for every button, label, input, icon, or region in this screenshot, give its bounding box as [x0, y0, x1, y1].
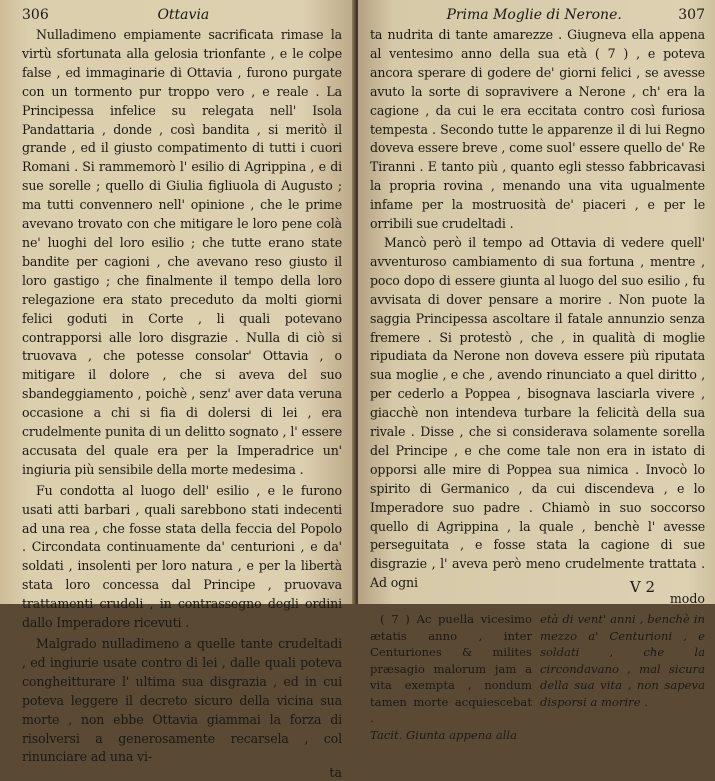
right-page: [358, 0, 715, 742]
footnote-attribution: Tacit. Giunta appena alla: [370, 727, 518, 742]
paragraph: ta nudrita di tante amarezze . Giugneva ella appena al ventesimo anno della sua età ( 7 ) , e poteva ancora sperare di godere de' giorni felici , se avesse avuto la sorte di sopravivere a Nerone , ch' era la cagione , da cui le era eccitata contro così furiosa tempesta . Secondo tutte le apparenze il di lui Regno doveva essere breve , come suol' essere quello de' Re Tiranni . E tanto più , quanto egli stesso fabbricavasi la propria rovina , menando una vita ugualmente infame per la mostruosità de' piaceri , e per le orribili sue crudeltadi .: [370, 27, 705, 232]
footnote-italian-column: [540, 611, 705, 743]
footnote-latin: ( 7 ) Ac puella vicesimo ætatis anno , inter Centuriones & milites præsagio malorum jam a vita exempta , nondum tamen morte acquiescebat .: [370, 612, 532, 726]
paragraph: Nulladimeno empiamente sacrificata rimase la virtù sfortunata alla gelosia trionfante , e le colpe false , ed immaginarie di Ottavia , furono purgate con un tormento pur troppo vero , e reale . La Principessa infelice su relegata nell' Isola Pandattaria , donde , così bandita , si meritò il grande , ed il giusto compatimento di tutti i cuori Romani . Si rammemorò l' esilio di Agrippina , e di sue sorelle ; quello di Giulia figliuola di Augusto ; ma tutti convennero nell' opinione , che le prime avevano trovato con che mitigare le loro pene colà ne' luoghi del loro esilio ; che tutte erano state bandite per cagioni , che avevano reso giusto il loro gastigo ; che finalmente il tempo della loro relegazione era stato preceduto da molti giorni felici goduti in Corte , li quali potevano contrapporsi alle loro disgrazie . Nulla di ciò si truovava , che potesse consolar' Ottavia , o mitigare il dolore , che si aveva del suo sbandeggiamento , poichè , senz' aver data veruna occasione a chi si fia di dolersi di lei , era crudelmente punita di un delitto sognato , l' essere accusata del quale era per la Imperadrice un' ingiuria più sensibile della morte medesima .: [22, 27, 342, 477]
footnote-italian: età di vent' anni , benchè in mezzo a' Centurioni , e soldati , che la circondavano , mal sicura della sua vita , non sapeva disporsi a morire .: [540, 612, 705, 709]
page-number-left: 306: [22, 7, 49, 23]
running-title-right: Prima Moglie di Nerone.: [446, 7, 622, 23]
running-head-left: [22, 6, 342, 24]
left-page: [0, 0, 356, 781]
paragraph: Mancò però il tempo ad Ottavia di vedere quell' avventuroso cambiamento di sua fortuna , mentre , poco dopo di essere giunta al luogo del suo esilio , fu avvisata di dover pensare a morire . Non puote la saggia Principessa ascoltare il fatale annunzio senza fremere . Si protestò , che , in qualità di moglie ripudiata da Nerone non doveva essere più riputata sua moglie , e che , avendo rinunciato a quel diritto , per cederlo a Poppea , bisognava lasciarla vivere , giacchè non intendeva turbare la felicità della sua rivale . Disse , che si considerava solamente sorella del Principe , e che come tale non era in istato di opporsi alle mire di Poppea sua nimica . Invocò lo spirito di Germanico , da cui discendeva , e lo Imperadore suo padre . Chiamò in suo soccorso quello di Agrippina , la quale , benchè l' avesse perseguitata , e fosse stata la cagione di sue disgrazie , l' aveva però meno crudelmente trattata . Ad ogni: [370, 234, 705, 591]
running-title-left: Ottavia: [157, 7, 210, 23]
signature-mark: V 2: [629, 578, 655, 596]
paragraph: Malgrado nulladimeno a quelle tante crudeltadi , ed ingiurie usate contro di lei , dalle quali poteva congheitturare l' ultima sua disgrazia , ed in cui poteva leggere il decreto sicuro della vicina sua morte , non ebbe Ottavia giammai la forza di risolversi a generosamente recarsela , col rinunciare ad una vi-: [22, 636, 342, 765]
paragraph: Fu condotta al luogo dell' esilio , e le furono usati atti barbari , quali sarebbono stati indecenti ad una rea , che fosse stata della feccia del Popolo . Circondata continuamente da' centurioni , e da' soldati , insolenti per loro natura , e per la libertà stata loro concessa dal Principe , pruovava trattamenti crudeli , in contrassegno degli ordini dallo Imperadore ricevuti .: [22, 482, 342, 631]
catchword-left: ta: [329, 765, 342, 781]
right-body-text: [370, 26, 705, 607]
left-body-text: [22, 26, 342, 781]
footnote-latin-column: [370, 611, 532, 743]
catchword-right: modo: [669, 591, 705, 607]
page-number-right: 307: [678, 7, 705, 23]
running-head-right: [370, 6, 705, 24]
footnote: [370, 611, 705, 743]
